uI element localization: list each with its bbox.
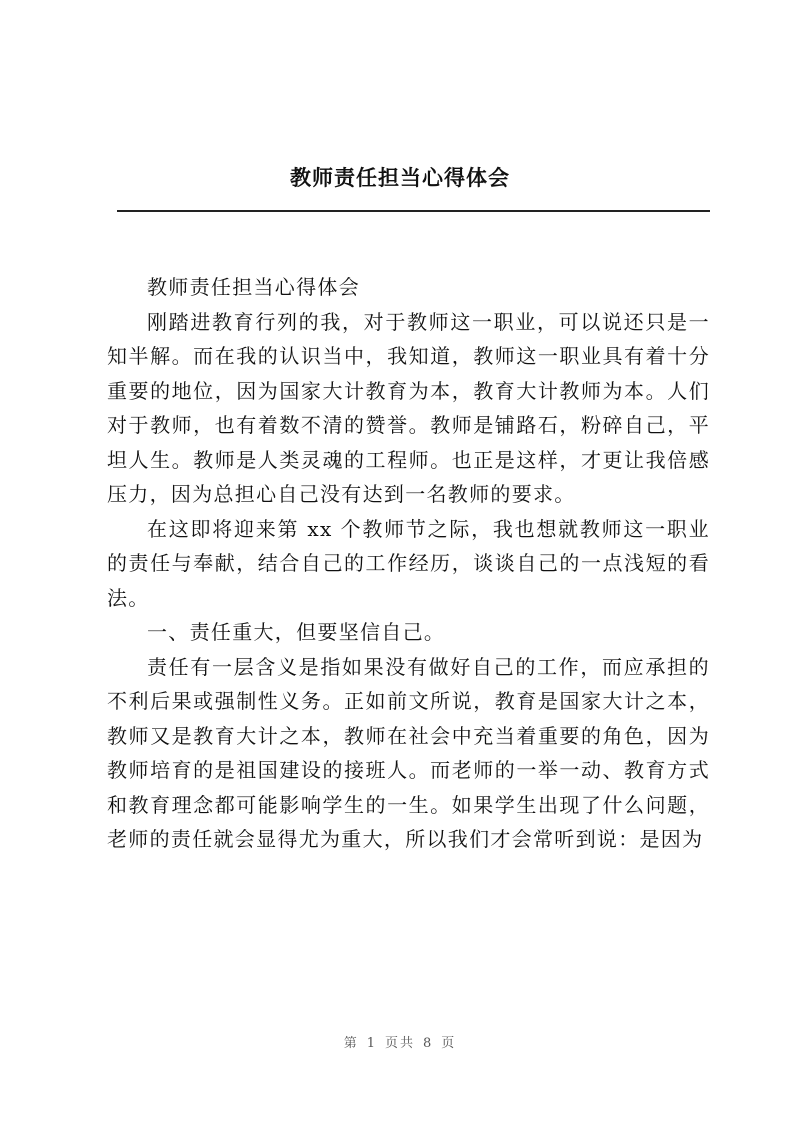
page-number: 1: [366, 1036, 377, 1051]
footer-suffix: 页: [441, 1036, 457, 1051]
title-divider: [117, 210, 710, 212]
document-title: 教师责任担当心得体会: [290, 165, 510, 190]
paragraph: 刚踏进教育行列的我，对于教师这一职业，可以说还只是一知半解。而在我的认识当中，我知道，教师这一职业具有着十分重要的地位，因为国家大计教育为本，教育大计教师为本。人们对于教师，也有着数不清的赞誉。教师是铺路石，粉碎自己，平坦人生。教师是人类灵魂的工程师。也正是这样，才更让我倍感压力，因为总担心自己没有达到一名教师的要求。: [107, 309, 710, 506]
section-heading: 一、责任重大，但要坚信自己。: [147, 620, 446, 644]
page-total: 8: [423, 1036, 434, 1051]
paragraph: 在这即将迎来第 xx 个教师节之际，我也想就教师这一职业的责任与奉献，结合自己的工作经历，谈谈自己的一点浅短的看法。: [107, 516, 710, 610]
paragraph-heading: 教师责任担当心得体会: [147, 275, 360, 299]
paragraph: 责任有一层含义是指如果没有做好自己的工作，而应承担的不利后果或强制性义务。正如前文所说，教育是国家大计之本，教师又是教育大计之本，教师在社会中充当着重要的角色，因为教师培育的是祖国建设的接班人。而老师的一举一动、教育方式和教育理念都可能影响学生的一生。如果学生出现了什么问题，老师的责任就会显得尤为重大，所以我们才会常听到说：是因为: [107, 654, 710, 851]
page-footer: [0, 1032, 800, 1051]
footer-prefix: 第: [343, 1036, 359, 1051]
document-body: [107, 270, 710, 857]
footer-middle: 页共: [384, 1036, 415, 1051]
